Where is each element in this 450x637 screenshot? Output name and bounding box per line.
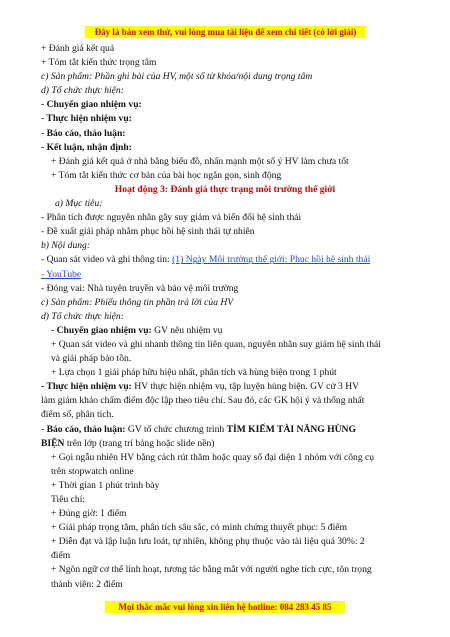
text-line: + Lựa chọn 1 giải pháp hữu hiệu nhất, phân tích và hùng biện trong 1 phút bbox=[51, 367, 337, 379]
section-product: c) Sản phẩm: Phần ghi bài của HV, một số từ khóa/nội dung trọng tâm bbox=[41, 71, 313, 83]
activity-heading: Hoạt động 3: Đánh giá thực trạng môi trường thế giới bbox=[114, 183, 336, 195]
text-line: điểm số, phân tích. bbox=[41, 409, 114, 421]
text-line: + Đánh giá kết quả ở nhà bằng biểu đồ, nhấn mạnh một số ý HV làm chưa tốt bbox=[51, 155, 349, 167]
text-line: + Tóm tắt kiến thức trọng tâm bbox=[41, 57, 157, 69]
program-name: TÌM KIẾM TÀI NĂNG HÙNG bbox=[226, 423, 356, 435]
text-line: điểm bbox=[51, 550, 71, 562]
text-line bbox=[41, 380, 409, 394]
text-line bbox=[41, 437, 409, 451]
text-line: + Ngôn ngữ cơ thể linh hoạt, tương tác bằng mắt với người nghe tích cực, tôn trọng bbox=[51, 564, 372, 576]
text-line bbox=[41, 253, 409, 267]
text-line: + Đánh giá kết quả bbox=[41, 43, 115, 54]
step-conclude: - Kết luận, nhận định: bbox=[41, 141, 132, 153]
text-fragment: trên lớp (trang trí bảng hoặc slide nền) bbox=[64, 437, 215, 449]
text-line: và giải pháp bảo tồn. bbox=[51, 353, 132, 365]
section-content: b) Nội dung: bbox=[41, 240, 91, 252]
text-line: + Đúng giờ: 1 điểm bbox=[51, 508, 127, 520]
text-line bbox=[41, 268, 409, 282]
document-body bbox=[41, 42, 409, 592]
section-organization: d) Tổ chức thực hiện: bbox=[41, 310, 124, 322]
step-report: - Báo cáo, thảo luận: bbox=[41, 423, 128, 435]
text-fragment: GV tổ chức chương trình bbox=[127, 423, 227, 435]
step-report: - Báo cáo, thảo luận: bbox=[41, 127, 126, 139]
text-line: làm giám khảo chấm điểm độc lập theo tiêu chí. Sau đó, các GK hội ý và thống nhất bbox=[41, 395, 365, 407]
text-line: Tiêu chí: bbox=[51, 494, 86, 505]
hotline-banner: Mọi thắc mắc vui lòng xin liên hệ hotline: 084 283 45 85 bbox=[105, 601, 345, 613]
step-perform: - Thực hiện nhiệm vụ: bbox=[41, 381, 135, 393]
video-link[interactable]: (1) Ngày Môi trường thế giới: Phục hồi hệ sinh thái bbox=[172, 254, 371, 266]
youtube-link[interactable]: - YouTube bbox=[41, 268, 82, 280]
text-line: trên stopwatch online bbox=[51, 465, 134, 477]
text-line: + Gọi ngẫu nhiên HV bằng cách rút thăm hoặc quay số đại diện 1 nhóm với công cụ bbox=[51, 451, 375, 463]
step-assign: - Chuyển giao nhiệm vụ: bbox=[41, 99, 142, 111]
preview-banner: Đây là bản xem thử, vui lòng mua tài liệu để xem chi tiết (có lời giải) bbox=[85, 26, 366, 38]
step-perform: - Thực hiện nhiệm vụ: bbox=[41, 113, 132, 125]
text-line: + Thời gian 1 phút trình bày bbox=[51, 479, 160, 491]
section-organization: d) Tổ chức thực hiện: bbox=[41, 85, 124, 97]
text-line: - Đề xuất giải pháp nhằm phục hồi hệ sinh thái tự nhiên bbox=[41, 226, 255, 238]
text-line: - Đóng vai: Nhà tuyên truyền và bảo vệ môi trường bbox=[41, 282, 239, 294]
text-fragment: HV thực hiện nhiệm vụ, tập luyện hùng biện. GV cử 3 HV bbox=[134, 381, 360, 393]
text-line: + Tóm tắt kiến thức cơ bản của bài học ngắn gọn, sinh động bbox=[51, 169, 282, 181]
text-fragment: - Quan sát video và ghi thông tin: bbox=[41, 254, 173, 266]
text-line bbox=[41, 324, 409, 338]
text-fragment: GV nêu nhiệm vụ bbox=[154, 324, 223, 336]
text-line: thành viên: 2 điểm bbox=[51, 578, 123, 590]
text-line bbox=[41, 423, 409, 437]
text-line: + Diễn đạt và lập luận lưu loát, tự nhiên, không phụ thuộc vào tài liệu quá 30%: 2 bbox=[51, 536, 365, 548]
text-line: - Phân tích được nguyên nhân gây suy giảm và biến đổi hệ sinh thái bbox=[41, 212, 302, 224]
text-line: + Quan sát video và ghi nhanh thông tin liên quan, nguyên nhân suy giảm hệ sinh thái bbox=[51, 338, 381, 350]
section-product: c) Sản phẩm: Phiếu thông tin phần trả lời của HV bbox=[41, 296, 234, 308]
section-objective: a) Mục tiêu: bbox=[55, 198, 103, 210]
program-name: BIỆN bbox=[41, 437, 65, 449]
step-assign: - Chuyển giao nhiệm vụ: bbox=[51, 324, 155, 336]
text-line: + Giải pháp trọng tâm, phân tích sâu sắc, có minh chứng thuyết phục: 5 điểm bbox=[51, 522, 347, 534]
